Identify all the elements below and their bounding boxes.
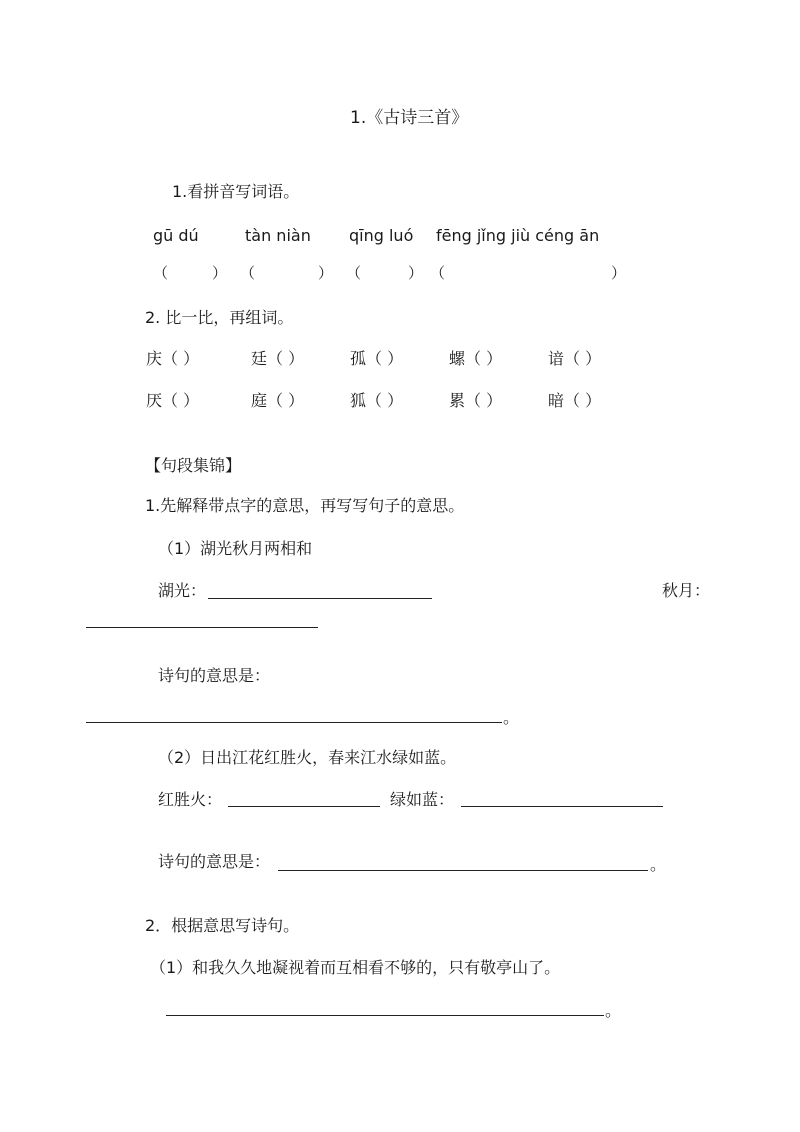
item2-meaning-label: 诗句的意思是： xyxy=(158,852,271,871)
paren-left: （ xyxy=(430,264,446,282)
paren-right: ） xyxy=(212,264,228,282)
page-title: 1.《古诗三首》 xyxy=(350,108,469,128)
hu-guang-label: 湖光： xyxy=(158,581,207,600)
q1-prompt: 1.看拼音写词语。 xyxy=(172,182,300,201)
pinyin-1: gū dú xyxy=(153,226,199,245)
paren-right: ） xyxy=(408,264,424,282)
section-heading: 【句段集锦】 xyxy=(145,456,242,475)
paren-right: ） xyxy=(318,264,334,282)
paren-left: （ xyxy=(346,264,362,282)
compare-word-row1-1[interactable]: 庆（ ） xyxy=(146,349,200,368)
pinyin-2: tàn niàn xyxy=(245,226,311,245)
compare-word-row2-4[interactable]: 累（ ） xyxy=(449,391,503,410)
compare-word-row2-5[interactable]: 暗（ ） xyxy=(548,391,602,410)
compare-word-row2-3[interactable]: 狐（ ） xyxy=(350,391,404,410)
task2-item1-answer-line[interactable] xyxy=(166,1015,604,1016)
hong-sheng-huo-label: 红胜火： xyxy=(158,790,223,809)
hong-sheng-huo-answer-line[interactable] xyxy=(228,806,380,807)
pinyin-3: qīng luó xyxy=(349,226,414,245)
compare-word-row2-1[interactable]: 厌（ ） xyxy=(146,391,200,410)
compare-word-row1-4[interactable]: 螺（ ） xyxy=(449,349,503,368)
qiu-yue-answer-line[interactable] xyxy=(86,627,318,628)
task1-item2-label: （2）日出江花红胜火，春来江水绿如蓝。 xyxy=(158,748,457,767)
pinyin-4: fēng jǐng jiù céng ān xyxy=(436,226,600,245)
q2-prompt: 2. 比一比，再组词。 xyxy=(145,308,294,327)
lv-ru-lan-answer-line[interactable] xyxy=(461,806,663,807)
task1-item1-label: （1）湖光秋月两相和 xyxy=(158,539,313,558)
compare-word-row1-2[interactable]: 廷（ ） xyxy=(251,349,305,368)
item2-end-mark: 。 xyxy=(650,855,667,874)
lv-ru-lan-label: 绿如蓝： xyxy=(390,790,455,809)
paren-right: ） xyxy=(611,264,627,282)
task1-prompt: 1.先解释带点字的意思，再写写句子的意思。 xyxy=(145,496,465,515)
item1-meaning-label: 诗句的意思是： xyxy=(158,666,271,685)
item1-end-mark: 。 xyxy=(503,708,520,727)
item2-meaning-answer-line[interactable] xyxy=(278,870,648,871)
compare-word-row1-5[interactable]: 谙（ ） xyxy=(548,349,602,368)
item1-meaning-answer-line[interactable] xyxy=(86,722,502,723)
task2-prompt: 2．根据意思写诗句。 xyxy=(145,916,300,935)
task2-end-mark: 。 xyxy=(605,1001,622,1020)
paren-left: （ xyxy=(240,264,256,282)
paren-left: （ xyxy=(153,264,169,282)
qiu-yue-label: 秋月： xyxy=(662,581,711,600)
task2-item1-label: （1）和我久久地凝视着而互相看不够的，只有敬亭山了。 xyxy=(150,958,561,977)
compare-word-row1-3[interactable]: 孤（ ） xyxy=(350,349,404,368)
compare-word-row2-2[interactable]: 庭（ ） xyxy=(251,391,305,410)
hu-guang-answer-line[interactable] xyxy=(208,598,432,599)
